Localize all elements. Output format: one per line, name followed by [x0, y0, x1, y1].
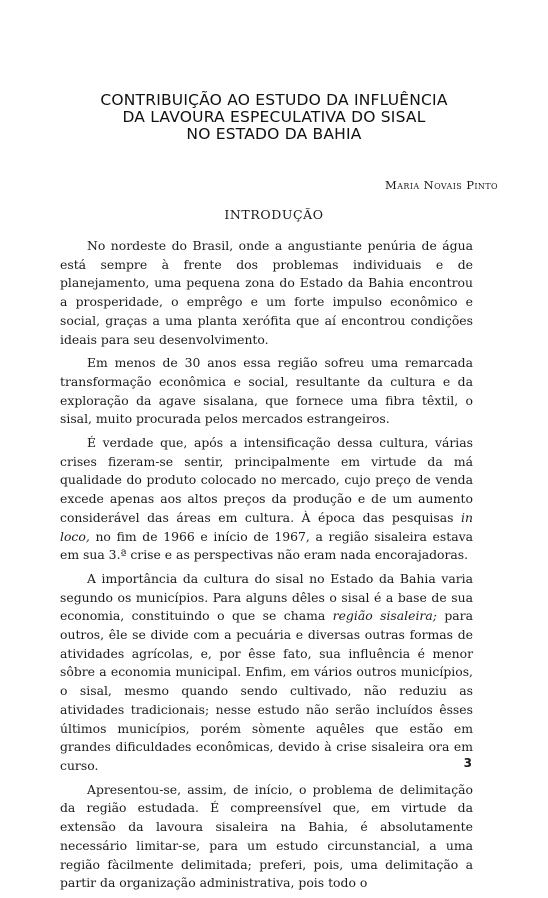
page-number: 3: [463, 756, 472, 770]
italic-text: região sisaleira;: [332, 608, 437, 624]
paragraph-4: [60, 570, 473, 776]
paragraph-text: No nordeste do Brasil, onde a angustiante penúria de água está sempre à frente dos problemas individuais e de planejamento, uma pequena zona do Estado da Bahia encontrou a prosperidade, o emprêgo e um forte impulso econômico e social, graças a uma planta xerófita que aí encontrou condições ideais para seu desenvolvimento.: [60, 238, 473, 347]
body-text: [60, 237, 473, 898]
paragraph-text: A importância da cultura do sisal no Estado da Bahia varia segundo os municípios. Para alguns dêles o sisal é a base de sua economia, constituindo o que se chama: [60, 570, 473, 624]
title-line-2: DA LAVOURA ESPECULATIVA DO SISAL: [122, 108, 426, 126]
paragraph-2: [60, 354, 473, 429]
italic-text: in loco,: [60, 509, 473, 544]
paragraph-text: Em menos de 30 anos essa região sofreu uma remarcada transformação econômica e social, resultante da cultura e da exploração da agave sisalana, que fornece uma fibra têxtil, o sisal, muito procurada pelos mercados estrangeiros.: [60, 355, 473, 427]
title-line-3: NO ESTADO DA BAHIA: [186, 125, 362, 143]
paragraph-text: no fim de 1966 e início de 1967, a região sisaleira estava em sua 3.ª crise e as perspectivas não eram nada encorajadoras.: [60, 528, 473, 563]
paragraph-1: [60, 237, 473, 349]
article-title: [40, 92, 508, 143]
section-heading: INTRODUÇÃO: [224, 207, 324, 222]
author-name: Maria Novais Pinto: [385, 178, 498, 192]
paragraph-text: para outros, êle se divide com a pecuária e diversas outras formas de atividades agrícolas, e, por êsse fato, sua influência é menor sôbre a economia municipal. Enfim, em vários outros municípios, o sisal, mesmo quando sendo cultivado, não reduziu as atividades tradicionais; nesse estudo não serão incluídos êsses últimos municípios, porém sòmente aquêles que estão em grandes dificuldades econômicas, devido à crise sisaleira ora em curso.: [60, 608, 473, 773]
paragraph-text: É verdade que, após a intensificação dessa cultura, várias crises fizeram-se sentir, principalmente em virtude da má qualidade do produto colocado no mercado, cujo preço de venda excede apenas aos altos preços da produção e de um aumento considerável das áreas em cultura. À época das pesquisas: [60, 435, 473, 525]
paragraph-text: Apresentou-se, assim, de início, o problema de delimitação da região estudada. É compreensível que, em virtude da extensão da lavoura sisaleira na Bahia, é absolutamente necessário limitar-se, para um estudo circunstancial, a uma região fàcilmente delimitada; preferi, pois, uma delimitação a partir da organização administrativa, pois todo o: [60, 781, 473, 891]
title-line-1: CONTRIBUIÇÃO AO ESTUDO DA INFLUÊNCIA: [100, 91, 448, 109]
paragraph-5: [60, 781, 473, 893]
paragraph-3: [60, 434, 473, 565]
